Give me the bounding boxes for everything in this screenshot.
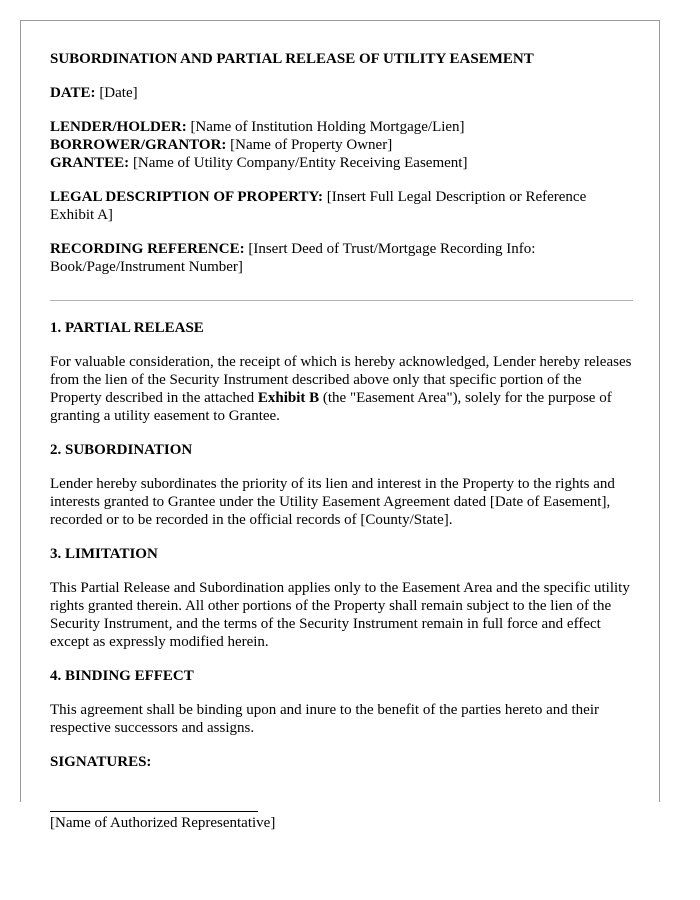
section-heading-subordination: 2. SUBORDINATION: [50, 442, 193, 458]
recording-reference-label: RECORDING REFERENCE:: [50, 241, 245, 257]
grantee-value: [Name of Utility Company/Entity Receiving Easement]: [132, 155, 468, 171]
signatory-name: [Name of Authorized Representative]: [50, 815, 276, 831]
section-heading-limitation: 3. LIMITATION: [50, 546, 158, 562]
partial-release-text-end: (the "Easement Area"), solely for the purpose of granting a utility easement to Grantee.: [50, 390, 612, 424]
legal-description-block: [50, 188, 633, 224]
section-body-binding-effect: This agreement shall be binding upon and inure to the benefit of the parties hereto and their respective successors and assigns.: [50, 702, 599, 736]
date-label: DATE:: [50, 85, 96, 101]
date-block: [50, 84, 633, 102]
document-title: SUBORDINATION AND PARTIAL RELEASE OF UTILITY EASEMENT: [50, 51, 534, 67]
section-heading-binding-effect: 4. BINDING EFFECT: [50, 668, 194, 684]
signatures-heading: SIGNATURES:: [50, 754, 152, 770]
legal-description-field: [50, 188, 633, 224]
lender-value: [Name of Institution Holding Mortgage/Lien]: [190, 119, 465, 135]
grantee-label: GRANTEE:: [50, 155, 130, 171]
document-page: [20, 20, 660, 831]
recording-reference-value: [Insert Deed of Trust/Mortgage Recording Info: Book/Page/Instrument Number]: [50, 241, 536, 275]
borrower-field: [50, 136, 633, 154]
legal-description-value: [Insert Full Legal Description or Reference Exhibit A]: [50, 189, 587, 223]
date-field: [50, 84, 633, 102]
exhibit-b-reference: Exhibit B: [257, 390, 320, 406]
section-divider: [50, 300, 633, 301]
signature-line: [50, 811, 258, 812]
grantee-field: [50, 154, 633, 172]
date-value: [Date]: [99, 85, 138, 101]
lender-field: [50, 118, 633, 136]
section-body-limitation: This Partial Release and Subordination applies only to the Easement Area and the specific utility rights granted therein. All other portions of the Property shall remain subject to the lien of the Security Instrument, and the terms of the Security Instrument remain in full force and effect except as expressly modified herein.: [50, 580, 630, 650]
lender-label: LENDER/HOLDER:: [50, 119, 187, 135]
borrower-label: BORROWER/GRANTOR:: [50, 137, 227, 153]
recording-reference-field: [50, 240, 633, 276]
parties-block: [50, 118, 633, 172]
section-body-subordination: Lender hereby subordinates the priority of its lien and interest in the Property to the rights and interests granted to Grantee under the Utility Easement Agreement dated [Date of Easement], recorded or to be recorded in the official records of [County/State].: [50, 476, 615, 528]
section-heading-partial-release: 1. PARTIAL RELEASE: [50, 320, 204, 336]
borrower-value: [Name of Property Owner]: [230, 137, 393, 153]
legal-description-label: LEGAL DESCRIPTION OF PROPERTY:: [50, 189, 323, 205]
document-content: [50, 50, 633, 832]
partial-release-text-start: For valuable consideration, the receipt of which is hereby acknowledged, Lender hereby releases from the lien of the Security Instrument described above only that specific portion of the Property described in the attached: [50, 354, 632, 406]
recording-reference-block: [50, 240, 633, 276]
section-body-partial-release: [50, 353, 633, 425]
